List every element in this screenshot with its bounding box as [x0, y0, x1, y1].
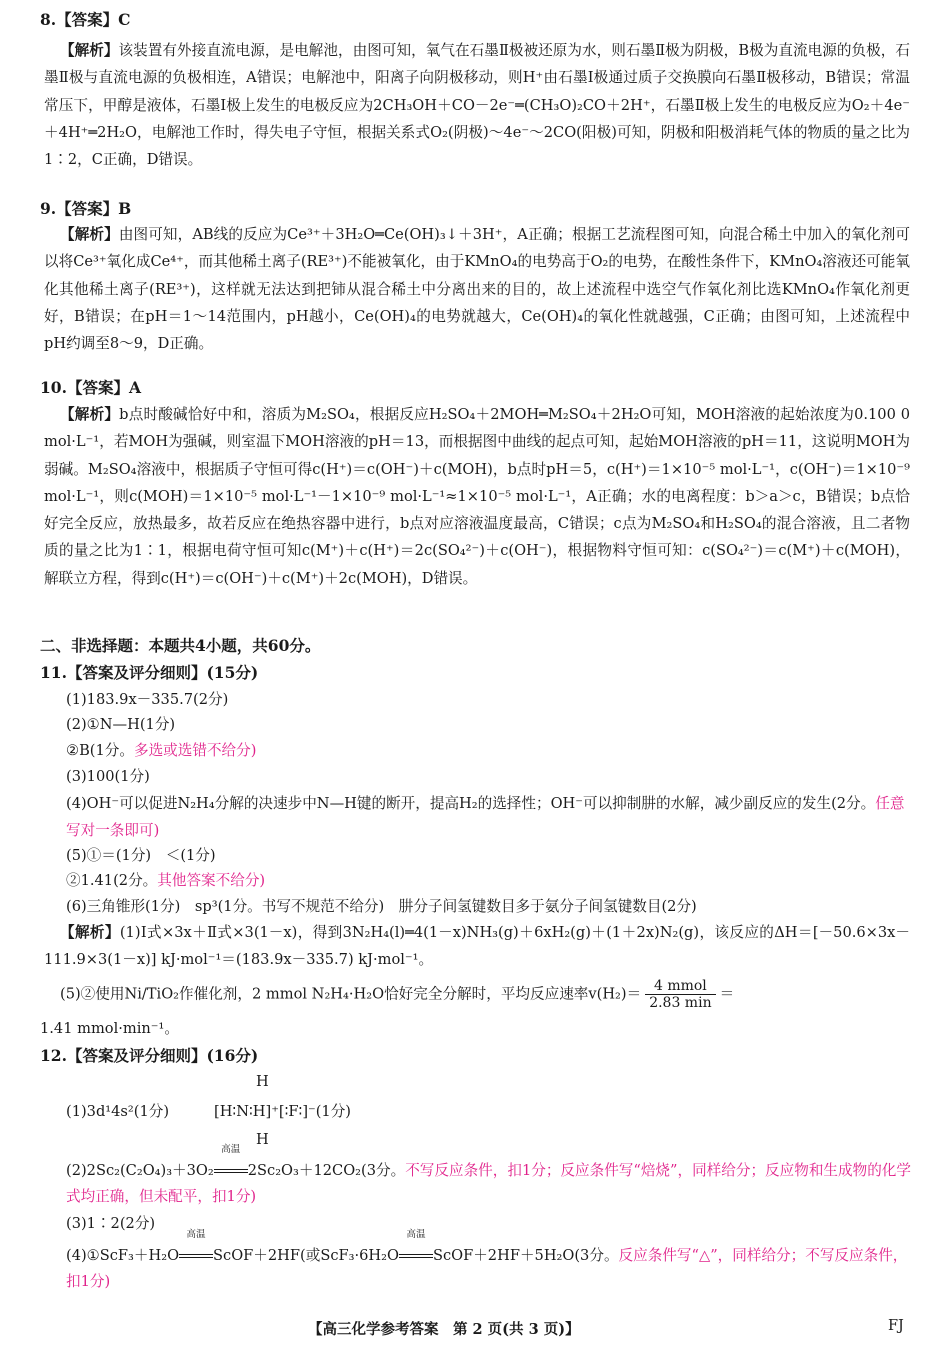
- q11-line-5: (4)OH⁻可以促进N₂H₄分解的决速步中N—H键的断开，提高H₂的选择性；OH⁻可以抑制肼的水解，减少副反应的发生(2分。任意写对一条即可): [66, 795, 905, 839]
- q12-line-4: (4)①ScF₃＋H₂O 高温 ScOF＋2HF(或ScF₃·6H₂O 高温 ScOF＋2HF＋5H₂O(3分。反应条件写“△”，同样给分；不写反应条件，扣1分): [66, 1229, 908, 1290]
- q10-analysis-text: b点时酸碱恰好中和，溶质为M₂SO₄，根据反应H₂SO₄＋2MOH═M₂SO₄＋2H₂O可知，MOH溶液的起始浓度为0.100 0 mol·L⁻¹，若MOH为强碱，则室温下MOH溶液的pH＝13，而根据图中曲线的起点可知，起始MOH溶液的pH＝11，这说明MOH为弱碱。M₂SO₄溶液中，根据质子守恒可得c(H⁺)＝c(OH⁻)＋c(MOH)，b点时pH＝5，c(H⁺)＝1×10⁻⁵ mol·L⁻¹，c(OH⁻)＝1×10⁻⁹ mol·L⁻¹，则c(MOH)＝1×10⁻⁵ mol·L⁻¹－1×10⁻⁹ mol·L⁻¹≈1×10⁻⁵ mol·L⁻¹，A正确；水的电离程度：b＞a＞c，B错误；b点恰好完全反应，放热最多，故若反应在绝热容器中进行，b点对应溶液温度最高，C错误；c点为M₂SO₄和H₂SO₄的混合溶液，且二者物质的量之比为1∶1，根据电荷守恒可知c(M⁺)＋c(H⁺)＝2c(SO₄²⁻)＋c(OH⁻)，根据物料守恒可知：c(SO₄²⁻)＝c(M⁺)＋c(MOH)，解联立方程，得到c(H⁺)＝c(OH⁻)＋c(M⁺)＋2c(MOH)，D错误。: [44, 406, 910, 587]
- analysis-tag: 【解析】: [60, 226, 119, 243]
- q10-answer-heading: 10.【答案】A: [40, 378, 141, 397]
- q11-line-4: (3)100(1分): [66, 768, 150, 785]
- reaction-condition: 高温: [214, 1158, 248, 1184]
- section-heading: 二、非选择题：本题共4小题，共60分。: [40, 636, 321, 655]
- analysis-tag: 【解析】: [60, 406, 120, 423]
- grading-note: 其他答案不给分): [157, 872, 266, 889]
- reaction-condition: 高温: [179, 1243, 213, 1269]
- q12-line-2: (2)2Sc₂(C₂O₄)₃＋3O₂ 高温 2Sc₂O₃＋12CO₂(3分。不写反应条件，扣1分；反应条件写“焙烧”，同样给分；反应物和生成物的化学式均正确，但未配平，扣1分): [66, 1144, 911, 1205]
- q11-analysis-1: [44, 919, 910, 974]
- q8-analysis: [44, 37, 910, 173]
- q9-analysis: [44, 221, 910, 357]
- q8-answer-heading: 8.【答案】C: [40, 10, 131, 29]
- q11-answer-heading: 11.【答案及评分细则】(15分): [40, 663, 259, 682]
- q11-line-1: (1)183.9x－335.7(2分): [66, 691, 229, 708]
- q12-answer-heading: 12.【答案及评分细则】(16分): [40, 1046, 259, 1065]
- q11-analysis-2-cont: 1.41 mmol·min⁻¹。: [40, 1020, 179, 1037]
- footer-code: FJ: [888, 1318, 904, 1334]
- q10-analysis: [44, 401, 910, 592]
- rate-fraction: $\frac{\text{4 mmol}}{2.83 \min}$: [645, 978, 715, 1011]
- q11-line-6: (5)①＝(1分) ＜(1分): [66, 847, 216, 864]
- lewis-h-bottom: H: [256, 1131, 269, 1148]
- grading-note: 反应条件写“△”，同样给分；不写反应条件，扣1分): [66, 1247, 908, 1290]
- q11-line-2: (2)①N—H(1分): [66, 716, 176, 733]
- q12-line-1: (1)3d¹4s²(1分) H [H∶N∶H]⁺[∶F∶]⁻(1分) H: [66, 1070, 912, 1150]
- grading-note: 不写反应条件，扣1分；反应条件写“焙烧”，同样给分；反应物和生成物的化学式均正确，但未配平，扣1分): [66, 1162, 911, 1205]
- q11-analysis-2: (5)②使用Ni/TiO₂作催化剂，2 mmol N₂H₄·H₂O恰好完全分解时，平均反应速率v(H₂)＝ $\frac{\text{4 mmol}}{2.83 \min}$ ＝: [60, 978, 735, 1011]
- grading-note: 任意写对一条即可): [66, 795, 905, 839]
- footer-title: 【高三化学参考答案 第 2 页(共 3 页)】: [308, 1321, 580, 1338]
- q12-line-3: (3)1∶2(2分): [66, 1215, 156, 1232]
- q11-line-3: ②B(1分。多选或选错不给分): [66, 742, 257, 759]
- grading-note: 多选或选错不给分): [133, 742, 257, 759]
- lewis-structure: [H∶N∶H]⁺[∶F∶]⁻(1分): [214, 1103, 351, 1120]
- q11-line-8: (6)三角锥形(1分) sp³(1分。书写不规范不给分) 肼分子间氢键数目多于氨分子间氢键数目(2分): [66, 898, 697, 915]
- q11-analysis-text: (1)Ⅰ式×3x＋Ⅱ式×3(1－x)，得到3N₂H₄(l)═4(1－x)NH₃(g)＋6xH₂(g)＋(1＋2x)N₂(g)，该反应的ΔH＝[－50.6×3x－111.9×3(1－x)] kJ·mol⁻¹＝(183.9x－335.7) kJ·mol⁻¹。: [44, 924, 910, 969]
- q9-analysis-text: 由图可知，AB线的反应为Ce³⁺＋3H₂O═Ce(OH)₃↓＋3H⁺，A正确；根据工艺流程图可知，向混合稀土中加入的氧化剂可以将Ce³⁺氧化成Ce⁴⁺，而其他稀土离子(RE³⁺)不能被氧化，由于KMnO₄的电势高于O₂的电势，在酸性条件下，KMnO₄溶液还可能氧化其他稀土离子(RE³⁺)，这样就无法达到把铈从混合稀土中分离出来的目的，故上述流程中选空气作氧化剂比选KMnO₄作氧化剂更好，B错误；在pH＝1～14范围内，pH越小，Ce(OH)₄的电势就越大，Ce(OH)₄的氧化性就越强，C正确；由图可知，上述流程中pH约调至8～9，D正确。: [44, 226, 910, 353]
- reaction-condition: 高温: [399, 1243, 433, 1269]
- analysis-tag: 【解析】: [60, 924, 120, 941]
- q11-line-7: ②1.41(2分。其他答案不给分): [66, 872, 266, 889]
- q8-analysis-text: 该装置有外接直流电源，是电解池，由图可知，氧气在石墨Ⅱ极被还原为水，则石墨Ⅱ极为阴极，B极为直流电源的负极，石墨Ⅱ极与直流电源的负极相连，A错误；电解池中，阳离子向阴极移动，则H⁺由石墨Ⅰ极通过质子交换膜向石墨Ⅱ极移动，B错误；常温常压下，甲醇是液体，石墨Ⅰ极上发生的电极反应为2CH₃OH＋CO－2e⁻═(CH₃O)₂CO＋2H⁺，石墨Ⅱ极上发生的电极反应为O₂＋4e⁻＋4H⁺═2H₂O，电解池工作时，得失电子守恒，根据关系式O₂(阴极)～4e⁻～2CO(阳极)可知，阴极和阳极消耗气体的物质的量之比为1∶2，C正确，D错误。: [44, 42, 910, 169]
- q9-answer-heading: 9.【答案】B: [40, 199, 132, 218]
- analysis-tag: 【解析】: [60, 42, 119, 59]
- lewis-h-top: H: [256, 1073, 269, 1090]
